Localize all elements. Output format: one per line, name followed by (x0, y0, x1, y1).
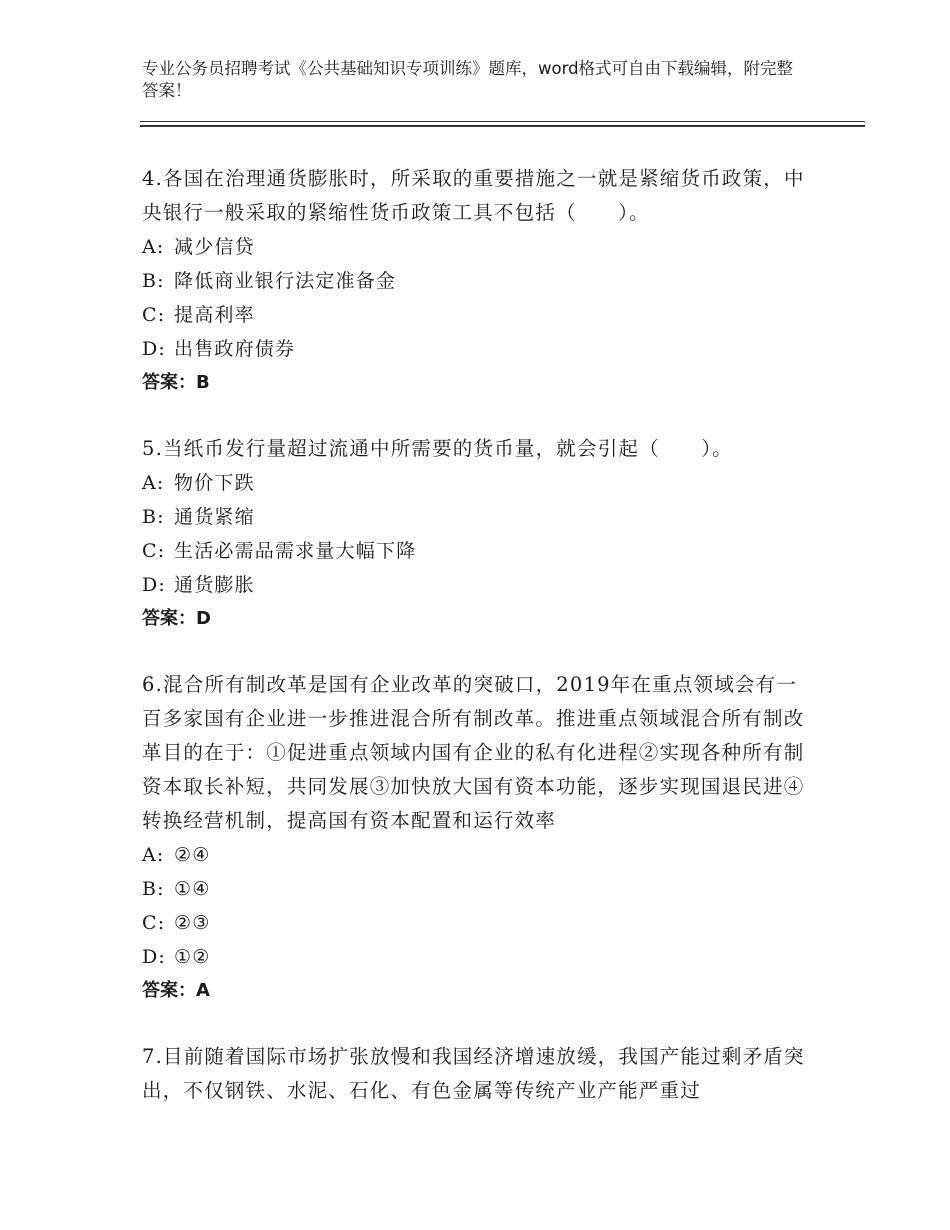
header-divider-thick (140, 125, 865, 127)
option-text: 生活必需品需求量大幅下降 (174, 540, 417, 562)
answer-label: 答案：A (142, 980, 210, 1001)
option-text: 出售政府债券 (174, 338, 296, 360)
option-text: 通货紧缩 (174, 506, 255, 528)
question-7 (142, 1040, 807, 1108)
option-a (142, 466, 807, 500)
question-5 (142, 432, 807, 636)
option-b (142, 500, 807, 534)
option-text: 物价下跌 (174, 472, 255, 494)
option-d (142, 940, 807, 974)
option-key: A: (142, 236, 165, 258)
answer-label: 答案：D (142, 608, 211, 629)
header-divider-thin (140, 121, 865, 122)
option-c (142, 298, 807, 332)
question-stem: 5.当纸币发行量超过流通中所需要的货币量，就会引起（ ）。 (142, 437, 733, 460)
option-text: 降低商业银行法定准备金 (174, 270, 397, 292)
option-text: 通货膨胀 (174, 574, 255, 596)
option-key: C: (142, 912, 166, 934)
option-text: ①② (174, 946, 211, 968)
option-key: A: (142, 472, 165, 494)
option-d (142, 332, 807, 366)
answer-label: 答案：B (142, 372, 210, 393)
option-b (142, 264, 807, 298)
option-text: 减少信贷 (174, 236, 255, 258)
option-key: D: (142, 338, 167, 360)
question-6 (142, 668, 807, 1008)
option-key: A: (142, 844, 165, 866)
question-4 (142, 162, 807, 400)
option-key: C: (142, 540, 166, 562)
question-list (142, 162, 807, 1140)
option-text: ②④ (174, 844, 211, 866)
option-b (142, 872, 807, 906)
option-key: B: (142, 506, 165, 528)
option-c (142, 906, 807, 940)
option-key: D: (142, 574, 167, 596)
option-text: ①④ (174, 878, 211, 900)
option-key: B: (142, 878, 165, 900)
option-key: D: (142, 946, 167, 968)
option-key: B: (142, 270, 165, 292)
option-c (142, 534, 807, 568)
option-d (142, 568, 807, 602)
question-stem: 4.各国在治理通货膨胀时，所采取的重要措施之一就是紧缩货币政策，中央银行一般采取的紧缩性货币政策工具不包括（ ）。 (142, 167, 805, 224)
question-stem: 6.混合所有制改革是国有企业改革的突破口，2019年在重点领域会有一百多家国有企业进一步推进混合所有制改革。推进重点领域混合所有制改革目的在于：①促进重点领域内国有企业的私有化进程②实现各种所有制资本取长补短，共同发展③加快放大国有资本功能，逐步实现国退民进④转换经营机制，提高国有资本配置和运行效率 (142, 673, 805, 832)
option-a (142, 230, 807, 264)
page-header: 专业公务员招聘考试《公共基础知识专项训练》题库，word格式可自由下载编辑，附完整答案！ (142, 59, 794, 100)
option-text: 提高利率 (174, 304, 255, 326)
option-a (142, 838, 807, 872)
option-key: C: (142, 304, 166, 326)
question-stem: 7.目前随着国际市场扩张放慢和我国经济增速放缓，我国产能过剩矛盾突出，不仅钢铁、水泥、石化、有色金属等传统产业产能严重过 (142, 1045, 805, 1102)
option-text: ②③ (174, 912, 211, 934)
